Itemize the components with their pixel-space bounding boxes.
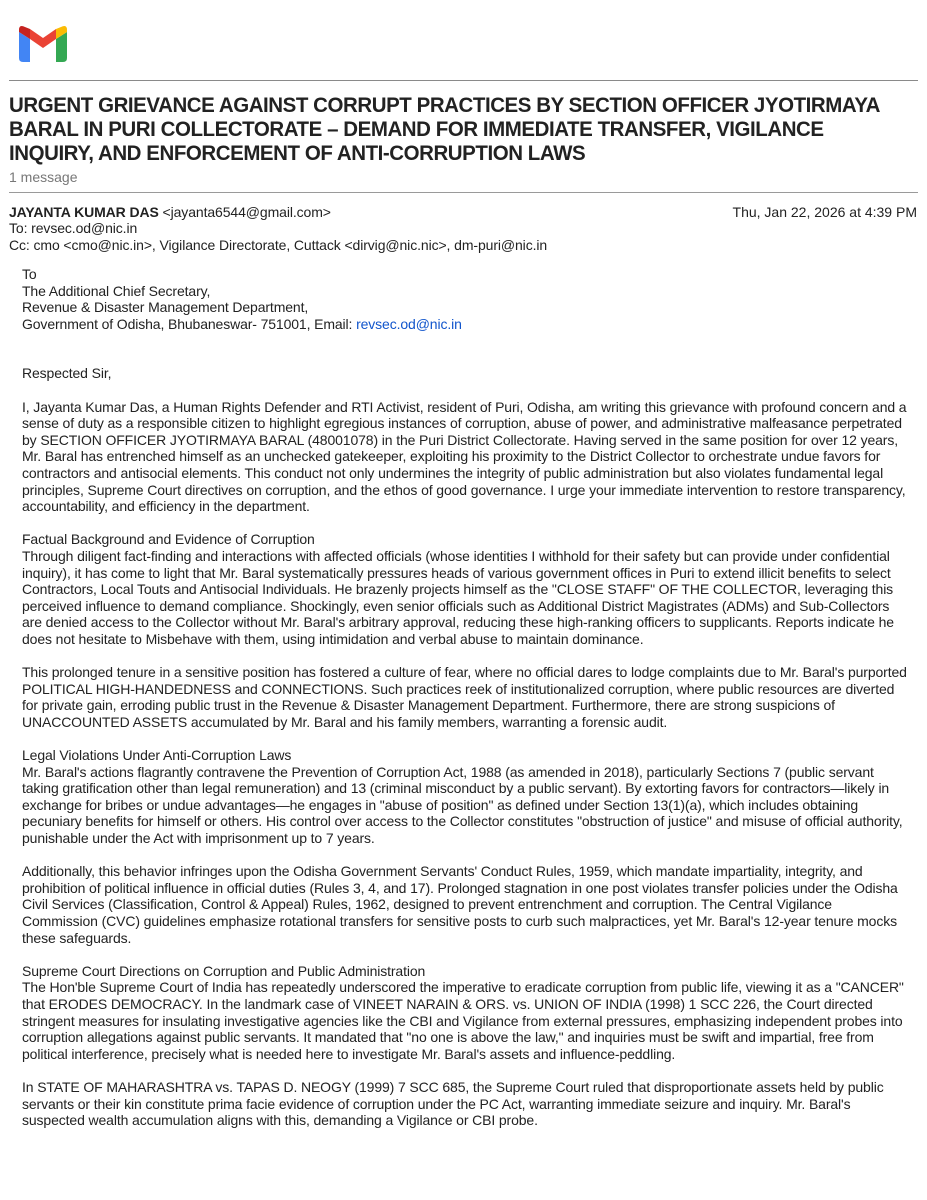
- paragraph-intro: I, Jayanta Kumar Das, a Human Rights Defender and RTI Activist, resident of Puri, Odisha, am writing this grievance with profound concern and a sense of duty as a responsible citizen to highlight egregious instances of corruption, abuse of power, and administrative malfeasance perpetrated by SECTION OFFICER JYOTIRMAYA BARAL (48001078) in the Puri District Collectorate. Having served in the same position for over 12 years, Mr. Baral has entrenched himself as an unchecked gatekeeper, exploiting his proximity to the District Collector to orchestrate undue favors for contractors and antisocial elements. This conduct not only undermines the integrity of public administration but also violates fundamental legal principles, Supreme Court directives on corruption, and the ethos of good governance. I urge your immediate intervention to restore transparency, accountability, and efficiency in the department.: [22, 398, 907, 515]
- paragraph-conduct-rules: Additionally, this behavior infringes upon the Odisha Government Servants' Conduct Rules, 1959, which mandate impartiality, integrity, and prohibition of political influence in official duties (Rules 3, 4, and 17). Prolonged stagnation in one post violates transfer policies under the Odisha Civil Services (Classification, Control & Appeal) Rules, 1962, designed to prevent entrenchment and corruption. The Central Vigilance Commission (CVC) guidelines emphasize rotational transfers for sensitive posts to curb such malpractices, yet Mr. Baral's 12-year tenure mocks these safeguards.: [22, 863, 898, 946]
- cc-line: Cc: cmo <cmo@nic.in>, Vigilance Directorate, Cuttack <dirvig@nic.nic>, dm-puri@nic.in: [9, 237, 548, 253]
- address-line: The Additional Chief Secretary,: [22, 282, 211, 299]
- email-body: [22, 266, 907, 1145]
- gmail-logo-icon[interactable]: [18, 26, 68, 62]
- salutation: Respected Sir,: [22, 365, 112, 382]
- address-text: Government of Odisha, Bhubaneswar- 751001, Email:: [22, 315, 357, 332]
- paragraph-tapas-neogy: In STATE OF MAHARASHTRA vs. TAPAS D. NEOGY (1999) 7 SCC 685, the Supreme Court ruled that disproportionate assets held by public servants or their kin constitute prima facie evidence of corruption under the PC Act, warranting immediate seizure and inquiry. Mr. Baral's suspected wealth accumulation aligns with this, demanding a Vigilance or CBI probe.: [22, 1078, 884, 1129]
- subject-divider: [9, 192, 918, 193]
- email-date: Thu, Jan 22, 2026 at 4:39 PM: [732, 204, 917, 220]
- message-count: 1 message: [9, 169, 78, 185]
- paragraph-pc-act: Mr. Baral's actions flagrantly contravene the Prevention of Corruption Act, 1988 (as amended in 2018), particularly Sections 7 (public servant taking gratification other than legal remuneration) and 13 (criminal misconduct by a public servant). By extorting favors for contractors—likely in exchange for bribes or undue advantages—he engages in "abuse of position" as defined under Section 13(1)(a), which includes obtaining pecuniary benefits for himself or others. His control over access to the Collector constitutes "obstruction of justice" and misuse of official authority, punishable under the Act with imprisonment up to 7 years.: [22, 763, 903, 846]
- header-divider: [9, 80, 918, 81]
- sender-email[interactable]: <jayanta6544@gmail.com>: [162, 204, 331, 220]
- to-line: To: revsec.od@nic.in: [9, 220, 138, 236]
- sender-name[interactable]: JAYANTA KUMAR DAS: [9, 204, 159, 220]
- paragraph-vineet-narain: The Hon'ble Supreme Court of India has repeatedly underscored the imperative to eradicate corruption from public life, viewing it as a "CANCER" that ERODES DEMOCRACY. In the landmark case of VINEET NARAIN & ORS. vs. UNION OF INDIA (1998) 1 SCC 226, the Court directed stringent measures for insulating investigative agencies like the CBI and Vigilance from external pressures, emphasizing independent probes into corruption allegations against public servants. It mandated that "no one is above the law," and inquiries must be swift and impartial, free from political interference, precisely what is needed here to investigate Mr. Baral's assets and influence-peddling.: [22, 979, 904, 1062]
- section-heading: Legal Violations Under Anti-Corruption Laws: [22, 747, 292, 764]
- section-heading: Factual Background and Evidence of Corruption: [22, 531, 315, 548]
- recipient-address: [22, 266, 907, 332]
- address-line: [22, 316, 907, 333]
- section-heading: Supreme Court Directions on Corruption and Public Administration: [22, 962, 426, 979]
- sender-line: [9, 204, 331, 221]
- address-line: To: [22, 266, 37, 282]
- address-line: Revenue & Disaster Management Department,: [22, 299, 309, 316]
- email-link[interactable]: revsec.od@nic.in: [356, 315, 462, 332]
- paragraph-facts: Through diligent fact-finding and interactions with affected officials (whose identities I withhold for their safety but can provide under confidential inquiry), it has come to light that Mr. Baral systematically pressures heads of various government offices in Puri to extend illicit benefits to select Contractors, Local Touts and Antisocial Individuals. He brazenly projects himself as the "CLOSE STAFF" OF THE COLLECTOR, leveraging this perceived influence to demand compliance. Shockingly, even senior officials such as Additional District Magistrates (ADMs) and Sub-Collectors are denied access to the Collector without Mr. Baral's arbitrary approval, reducing these high-ranking officers to supplicants. Reports indicate he does not hesitate to Misbehave with them, using intimidation and verbal abuse to maintain dominance.: [22, 547, 894, 647]
- paragraph-tenure: This prolonged tenure in a sensitive position has fostered a culture of fear, where no official dares to lodge complaints due to Mr. Baral's purported POLITICAL HIGH-HANDEDNESS and CONNECTIONS. Such practices reek of institutionalized corruption, where public resources are diverted for private gain, erroding public trust in the Revenue & Disaster Management Department. Furthermore, there are strong suspicions of UNACCOUNTED ASSETS accumulated by Mr. Baral and his family members, warranting a forensic audit.: [22, 664, 907, 730]
- email-subject: URGENT GRIEVANCE AGAINST CORRUPT PRACTICES BY SECTION OFFICER JYOTIRMAYA BARAL IN PURI COLLECTORATE – DEMAND FOR IMMEDIATE TRANSFER, VIGILANCE INQUIRY, AND ENFORCEMENT OF ANTI-CORRUPTION LAWS: [9, 94, 880, 165]
